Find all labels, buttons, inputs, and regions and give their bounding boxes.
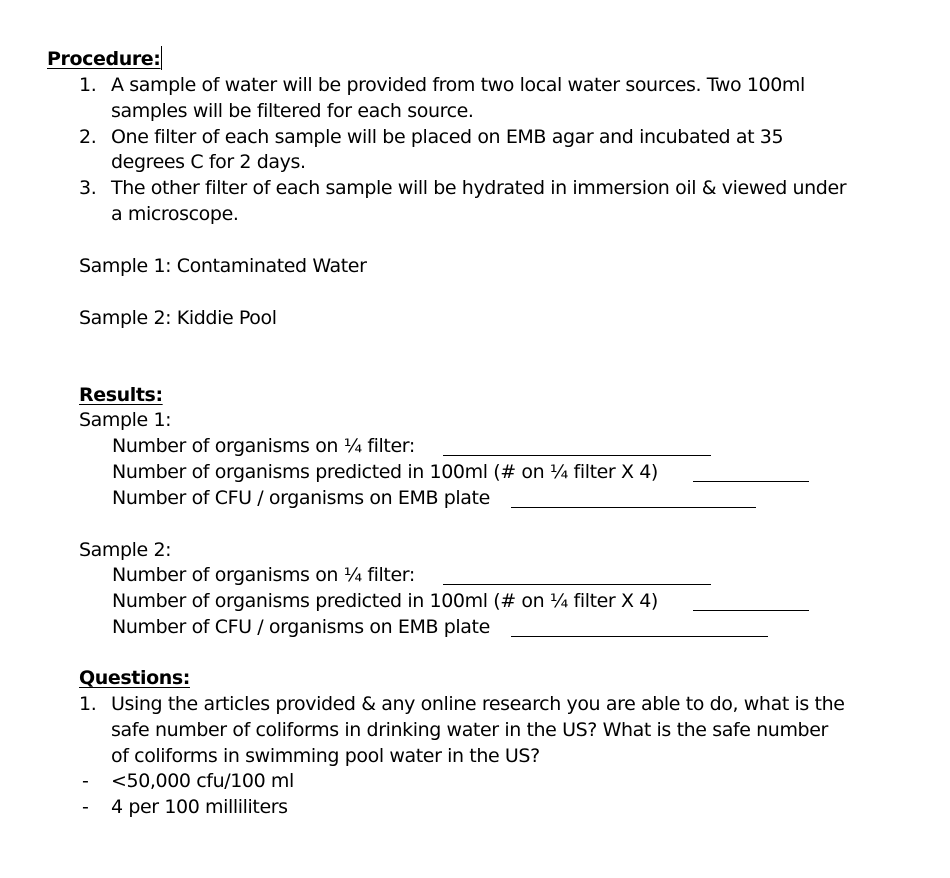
result-row-label: Number of organisms on ¼ filter: xyxy=(112,435,415,457)
sample-1-description: Sample 1: Contaminated Water xyxy=(79,255,367,277)
answer-blank[interactable] xyxy=(511,636,768,637)
text-cursor xyxy=(161,46,162,70)
answer-blank[interactable] xyxy=(693,481,809,482)
answer-blank[interactable] xyxy=(693,610,809,611)
answer-bullet: - xyxy=(82,770,89,792)
answer-text: 4 per 100 milliliters xyxy=(111,796,288,818)
step-text: The other filter of each sample will be hydrated in immersion oil & viewed under xyxy=(111,177,847,199)
answer-text: <50,000 cfu/100 ml xyxy=(111,770,294,792)
step-text: A sample of water will be provided from two local water sources. Two 100ml xyxy=(111,74,805,96)
step-text: degrees C for 2 days. xyxy=(111,151,306,173)
sample-1-label: Sample 1: xyxy=(79,409,172,431)
step-text: a microscope. xyxy=(111,203,239,225)
step-number: 3. xyxy=(79,177,97,199)
result-row-label: Number of organisms predicted in 100ml (# on ¼ filter X 4) xyxy=(112,590,658,612)
step-text: One filter of each sample will be placed on EMB agar and incubated at 35 xyxy=(111,126,784,148)
question-text: Using the articles provided & any online research you are able to do, what is the xyxy=(111,693,845,715)
answer-blank[interactable] xyxy=(443,584,711,585)
step-number: 2. xyxy=(79,126,97,148)
answer-blank[interactable] xyxy=(511,507,756,508)
question-text: safe number of coliforms in drinking water in the US? What is the safe number xyxy=(111,719,828,741)
questions-heading: Questions: xyxy=(79,667,190,689)
results-heading: Results: xyxy=(79,384,163,406)
answer-blank[interactable] xyxy=(443,455,711,456)
procedure-heading: Procedure: xyxy=(47,48,161,70)
result-row-label: Number of CFU / organisms on EMB plate xyxy=(112,616,490,638)
answer-bullet: - xyxy=(82,796,89,818)
question-number: 1. xyxy=(79,693,97,715)
result-row-label: Number of organisms predicted in 100ml (# on ¼ filter X 4) xyxy=(112,461,658,483)
question-text: of coliforms in swimming pool water in the US? xyxy=(111,745,540,767)
result-row-label: Number of CFU / organisms on EMB plate xyxy=(112,487,490,509)
step-text: samples will be filtered for each source. xyxy=(111,100,474,122)
sample-2-label: Sample 2: xyxy=(79,539,172,561)
step-number: 1. xyxy=(79,74,97,96)
result-row-label: Number of organisms on ¼ filter: xyxy=(112,564,415,586)
sample-2-description: Sample 2: Kiddie Pool xyxy=(79,307,277,329)
